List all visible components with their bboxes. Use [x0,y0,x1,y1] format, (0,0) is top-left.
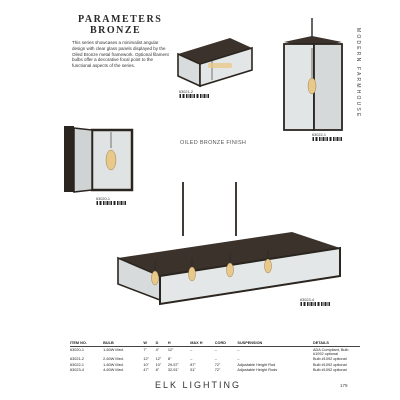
finish-label: OILED BRONZE FINISH [180,140,247,146]
col-cord: CORD [215,341,238,347]
cell: 1-60W Med. [103,347,124,352]
col-w: W [143,341,155,347]
cell: ADA Compliant, Bulb #1092 optional [313,347,349,357]
series-title-line1: PARAMETERS [78,14,163,25]
col-h: H [168,341,190,347]
cell: 47" [143,367,149,372]
cell: 7" [143,347,147,352]
pendant-lantern-icon [284,18,342,130]
cell: 12" [143,357,149,362]
table-row [70,362,360,367]
cell: – [237,357,240,362]
product-code-63022-1 [312,133,342,141]
col-suspension: SUSPENSION [237,341,313,347]
cell: 63021-2 [70,357,84,362]
cell: – [237,347,240,352]
barcode-icon [96,201,126,205]
cell: 72" [214,367,221,372]
cell: 63020-1 [70,347,84,352]
cell: 4" [155,347,160,352]
cell: Adjustable Height Rod [237,362,276,367]
table-row [70,347,360,357]
table-row [70,367,360,372]
cell: 12" [155,357,162,362]
series-description: This series showcases a minimalist angular design with clear glass panels displayed by the Oiled Bronze metal framework. Optional filament bulbs offer a decorative focal point to the functional aspects of the series. [72,40,169,69]
cell: – [190,357,193,362]
cell: 12" [167,347,174,352]
table-row [70,357,360,362]
col-bulb: BULB [103,341,143,347]
cell: Bulb #1092 optional [313,367,347,372]
page-number: 179 [340,383,348,388]
cell: 4-60W Med. [103,367,124,372]
product-code-text: 63020-1 [96,197,110,201]
cell: 8" [155,367,160,372]
cell: 10" [143,362,149,367]
col-item-no: ITEM NO. [70,341,103,347]
barcode-icon [300,302,330,306]
barcode-icon [312,137,342,141]
cell: 1-60W Med. [103,362,124,367]
product-code-text: 63023-4 [300,298,314,302]
cell: 63023-4 [70,367,84,372]
side-category-text: MODERN FARMHOUSE [355,28,361,119]
col-max-h: MAX H [190,341,215,347]
barcode-icon [179,94,209,98]
product-code-63023-4 [300,298,330,306]
wall-sconce-icon [64,126,132,192]
cell: 63022-1 [70,362,84,367]
specs-table [70,341,360,372]
col-d: D [156,341,168,347]
brand-logo: ELK LIGHTING [155,380,242,390]
cell: – [214,347,217,352]
product-code-63020-1 [96,197,126,205]
linear-chandelier-icon [118,182,340,304]
cell: – [214,357,217,362]
series-title-line2: BRONZE [90,25,142,36]
cell: Bulb #1092 optional [313,357,347,362]
product-code-63021-2 [179,90,209,98]
cell: Bulb #1092 optional [313,362,347,367]
cell: 32-51" [167,367,179,372]
cell: 8" [167,357,172,362]
cell: 10" [155,362,162,367]
col-details: DETAILS [313,341,360,347]
cell: Adjustable Height Rods [237,367,278,372]
product-code-text: 63021-2 [179,90,193,94]
cell: – [190,347,193,352]
cell: 72" [214,362,221,367]
cell: 2-60W Med. [103,357,124,362]
product-code-text: 63022-1 [312,133,326,137]
cell: 87" [190,362,196,367]
cell: 51" [190,367,196,372]
flush-mount-box-light-icon [178,38,252,86]
cell: 29-57" [167,362,179,367]
